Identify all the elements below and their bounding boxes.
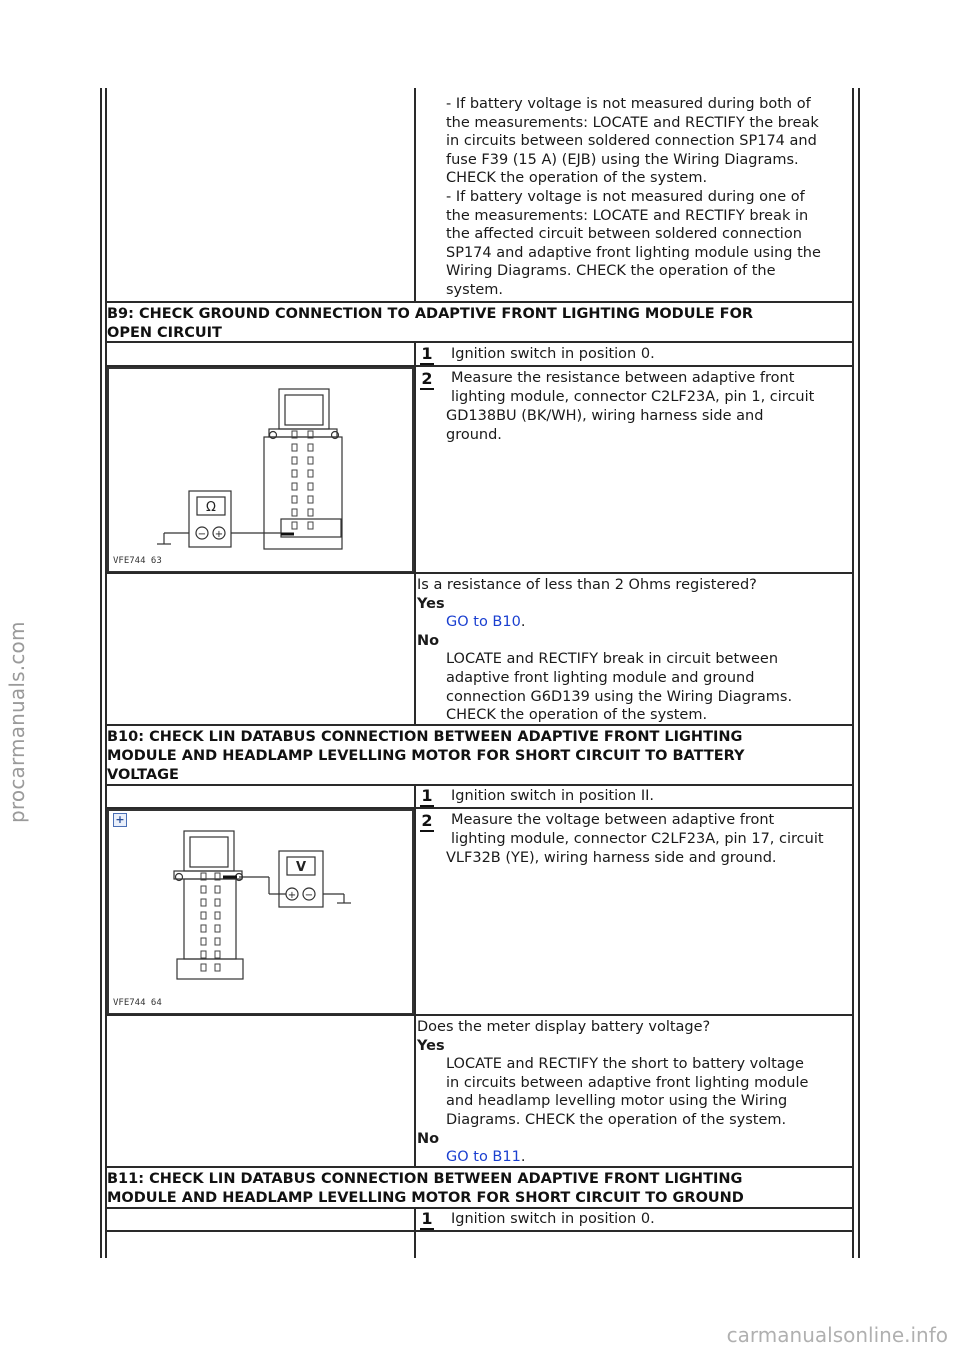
b10-heading — [107, 728, 853, 785]
rule-b10-figure-bottom — [105, 1014, 854, 1016]
rule-b9-figure-bottom — [105, 572, 854, 574]
b9-yes-label: Yes — [417, 595, 445, 612]
b10-heading-line-1: B10: CHECK LIN DATABUS CONNECTION BETWEEN ADAPTIVE FRONT LIGHTING — [107, 729, 743, 745]
top-line-5: CHECK the operation of the system. — [446, 170, 708, 187]
footer-brand-watermark: carmanualsonline.info — [726, 1323, 948, 1347]
b10-yes-answer: LOCATE and RECTIFY the short to battery voltage in circuits between adaptive front lighting module and headlamp levelling motor using the Wiring Diagrams. CHECK the operation of the system. — [446, 1056, 809, 1128]
col-divider — [414, 1207, 416, 1258]
b9-connector-diagram — [109, 369, 412, 571]
b9-yes-punct: . — [520, 614, 526, 631]
b10-no-punct: . — [520, 1149, 526, 1166]
top-line-7: the measurements: LOCATE and RECTIFY break in — [446, 207, 809, 224]
b11-heading-line-2: MODULE AND HEADLAMP LEVELLING MOTOR FOR SHORT CIRCUIT TO GROUND — [107, 1190, 744, 1206]
top-line-11: system. — [446, 281, 504, 298]
side-brand-watermark: procarmanuals.com — [5, 621, 29, 823]
b9-step-2-line-3: GD138BU (BK/WH), wiring harness side and — [446, 408, 764, 424]
b9-step-2-number: 2 — [421, 369, 433, 388]
svg-text:+: + — [214, 529, 224, 540]
b9-step-1-text: Ignition switch in position 0. — [451, 346, 655, 362]
top-line-3: in circuits between soldered connection SP174 and — [446, 133, 817, 150]
b11-heading-line-1: B11: CHECK LIN DATABUS CONNECTION BETWEEN ADAPTIVE FRONT LIGHTING — [107, 1171, 743, 1187]
b10-step-1-number: 1 — [421, 786, 433, 805]
b10-no-answer — [446, 1148, 853, 1167]
b9-wiring-figure — [107, 367, 414, 573]
b11-step-1-text: Ignition switch in position 0. — [451, 1211, 655, 1227]
outer-left-rule — [100, 88, 102, 1258]
svg-text:−: − — [304, 890, 314, 901]
b9-question: Is a resistance of less than 2 Ohms registered? — [417, 577, 757, 593]
outer-right-rule — [858, 88, 860, 1258]
b10-connector-diagram — [109, 811, 412, 1013]
top-line-10: Wiring Diagrams. CHECK the operation of the — [446, 263, 776, 280]
b9-meter-symbol: Ω — [206, 500, 216, 515]
top-line-1: - If battery voltage is not measured during both of — [446, 96, 811, 112]
zoom-icon[interactable]: + — [113, 813, 127, 827]
b9-question-block — [417, 576, 853, 725]
rule-b9-head-bottom — [105, 341, 854, 343]
b11-step-1-number: 1 — [421, 1209, 433, 1228]
b9-yes-answer — [446, 613, 853, 632]
b10-step-2-line-3: VLF32B (YE), wiring harness side and ground. — [446, 850, 777, 866]
b10-meter-symbol: V — [295, 860, 307, 875]
b9-step-1-number: 1 — [421, 344, 433, 363]
top-cell-text — [446, 95, 852, 300]
b10-step-2-line-1: Measure the voltage between adaptive front — [451, 812, 775, 828]
b10-wiring-figure — [107, 809, 414, 1015]
b9-figure-label: VFE744 63 — [113, 556, 162, 566]
top-line-2: the measurements: LOCATE and RECTIFY the break — [446, 114, 819, 131]
b9-no-answer: LOCATE and RECTIFY break in circuit between adaptive front lighting module and ground connection G6D139 using the Wiring Diagrams. CHECK the operation of the system. — [446, 651, 793, 724]
b10-heading-line-3: VOLTAGE — [107, 767, 179, 783]
rule-b11-top — [105, 1166, 854, 1168]
svg-text:−: − — [197, 529, 207, 540]
rule-b9-top — [105, 301, 854, 303]
b10-step-1-text: Ignition switch in position II. — [451, 788, 655, 804]
rule-b10-top — [105, 724, 854, 726]
b9-heading-line-1: B9: CHECK GROUND CONNECTION TO ADAPTIVE FRONT LIGHTING MODULE FOR — [107, 306, 754, 322]
b10-no-label: No — [417, 1130, 440, 1147]
rule-b11-head-bottom — [105, 1207, 854, 1209]
b9-heading-line-2: OPEN CIRCUIT — [107, 325, 222, 341]
b10-step-2-line-2: lighting module, connector C2LF23A, pin 17, circuit — [451, 831, 824, 847]
b11-heading — [107, 1170, 853, 1208]
b10-yes-label: Yes — [417, 1037, 445, 1054]
rule-b11-step1-bottom — [105, 1230, 854, 1232]
b10-goto-b11-link[interactable]: GO to B11 — [446, 1149, 521, 1166]
table-left-border — [105, 88, 107, 1258]
b10-heading-line-2: MODULE AND HEADLAMP LEVELLING MOTOR FOR SHORT CIRCUIT TO BATTERY — [107, 748, 745, 764]
col-divider — [414, 341, 416, 725]
top-line-4: fuse F39 (15 A) (EJB) using the Wiring Diagrams. — [446, 151, 799, 168]
b9-step-2-line-2: lighting module, connector C2LF23A, pin 1, circuit — [451, 389, 815, 405]
b9-step-2-line-1: Measure the resistance between adaptive front — [451, 370, 795, 386]
b10-question-block — [417, 1018, 853, 1167]
b9-heading — [107, 305, 853, 343]
b9-no-label: No — [417, 632, 440, 649]
b9-goto-b10-link[interactable]: GO to B10 — [446, 614, 521, 631]
col-divider — [414, 784, 416, 1168]
col-divider — [414, 88, 416, 302]
b10-question: Does the meter display battery voltage? — [417, 1019, 711, 1035]
b9-step-2-line-4: ground. — [446, 427, 502, 443]
top-line-6: - If battery voltage is not measured during one of — [446, 188, 805, 205]
top-line-9: SP174 and adaptive front lighting module using the — [446, 244, 821, 261]
rule-b10-head-bottom — [105, 784, 854, 786]
b10-figure-label: VFE744 64 — [113, 998, 162, 1008]
top-line-8: the affected circuit between soldered connection — [446, 226, 802, 243]
b10-step-2-number: 2 — [421, 811, 433, 830]
svg-text:+: + — [287, 890, 297, 901]
